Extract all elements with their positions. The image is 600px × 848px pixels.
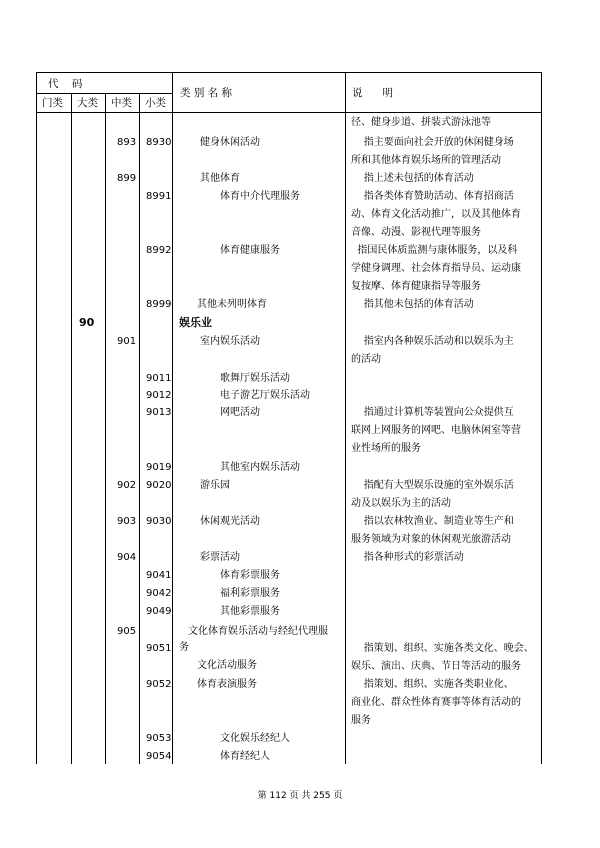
table-row-desc: 径、健身步道、拼装式游泳池等 [351, 117, 491, 128]
table-row-name: 文化活动服务 [197, 660, 257, 671]
col-divider-5 [345, 72, 346, 764]
table-row-name: 网吧活动 [220, 407, 260, 418]
header-bottom-border [36, 112, 541, 113]
table-row-xiao: 9019 [146, 462, 172, 473]
table-row-xiao: 9013 [146, 407, 172, 418]
table-row-xiao: 9011 [146, 373, 172, 384]
table-row-xiao: 9012 [146, 390, 172, 401]
table-row-name: 休闲观光活动 [200, 516, 260, 527]
table-row-name: 其他未列明体育 [197, 299, 267, 310]
table-row-name: 体育经纪人 [220, 751, 270, 762]
table-row-name: 务 [179, 642, 189, 653]
table-row-xiao: 8992 [146, 245, 172, 256]
table-row-name: 歌舞厅娱乐活动 [220, 373, 290, 384]
table-row-desc: 指配有大型娱乐设施的室外娱乐活 [351, 480, 514, 491]
table-row-desc: 指策划、组织、实施各类职业化、 [351, 679, 514, 690]
header-code: 代 码 [48, 78, 83, 90]
table-row-name: 彩票活动 [200, 552, 240, 563]
table-row-desc: 服务 [351, 715, 371, 726]
table-row-desc: 指通过计算机等装置向公众提供互 [351, 407, 514, 418]
table-top-border [36, 72, 541, 73]
col-divider-4 [172, 72, 173, 764]
header-xiao: 小类 [145, 97, 166, 109]
table-row-zhong: 902 [117, 480, 137, 491]
table-row-name: 其他体育 [200, 173, 240, 184]
table-row-xiao: 9051 [146, 643, 172, 654]
table-row-desc: 指国民体质监测与康体服务，以及科 [351, 245, 518, 256]
col-divider-3 [139, 93, 140, 764]
col-divider-2 [105, 93, 106, 764]
table-row-name: 体育中介代理服务 [220, 191, 300, 202]
header-name: 类 别 名 称 [180, 87, 233, 99]
table-row-desc: 娱乐、演出、庆典、节日等活动的服务 [351, 661, 521, 672]
table-row-zhong: 901 [117, 336, 137, 347]
table-row-xiao: 9042 [146, 588, 172, 599]
table-row-name: 其他彩票服务 [220, 606, 280, 617]
header-code-divider [36, 93, 172, 94]
table-row-name: 体育表演服务 [197, 679, 257, 690]
table-row-desc: 指以农林牧渔业、制造业等生产和 [351, 516, 514, 527]
table-row-name: 体育彩票服务 [220, 570, 280, 581]
table-row-desc: 所和其他体育娱乐场所的管理活动 [351, 155, 501, 166]
table-row-desc: 指其他未包括的体育活动 [351, 299, 474, 310]
table-row-name: 体育健康服务 [220, 245, 280, 256]
table-row-name: 福利彩票服务 [220, 588, 280, 599]
table-row-desc: 音像、动漫、影视代理等服务 [351, 227, 481, 238]
table-row-desc: 指上述未包括的体育活动 [351, 173, 474, 184]
table-row-desc: 动及以娱乐为主的活动 [351, 498, 451, 509]
table-row-name: 电子游艺厅娱乐活动 [220, 390, 310, 401]
table-row-xiao: 9020 [146, 480, 172, 491]
table-row-name: 娱乐业 [179, 316, 212, 329]
col-right-border [541, 72, 542, 764]
table-row-name: 游乐园 [200, 480, 230, 491]
table-row-da: 90 [79, 316, 95, 329]
table-row-xiao: 9053 [146, 733, 172, 744]
table-row-xiao: 9049 [146, 606, 172, 617]
header-men: 门类 [42, 97, 63, 109]
table-row-desc: 服务领域为对象的休闲观光旅游活动 [351, 534, 511, 545]
table-row-xiao: 8999 [146, 299, 172, 310]
col-left-border [36, 72, 37, 764]
table-row-xiao: 9054 [146, 751, 172, 762]
table-row-desc: 联网上网服务的网吧、电脑休闲室等营 [351, 425, 521, 436]
col-divider-1 [71, 93, 72, 764]
table-row-zhong: 899 [117, 173, 137, 184]
table-row-desc: 指室内各种娱乐活动和以娱乐为主 [351, 336, 514, 347]
table-row-desc: 的活动 [351, 354, 381, 365]
table-row-zhong: 903 [117, 516, 137, 527]
table-row-name: 其他室内娱乐活动 [220, 462, 300, 473]
header-zhong: 中类 [111, 97, 132, 109]
table-row-desc: 指各种形式的彩票活动 [351, 552, 464, 563]
table-row-xiao: 9052 [146, 679, 172, 690]
table-row-name: 文化体育娱乐活动与经纪代理服 [188, 626, 328, 637]
table-row-zhong: 904 [117, 552, 137, 563]
table-row-desc: 指各类体育赞助活动、体育招商活 [351, 191, 514, 202]
table-row-desc: 指主要面向社会开放的休闲健身场 [351, 137, 514, 148]
table-row-desc: 学健身调理、社会体育指导员、运动康 [351, 263, 521, 274]
page-footer: 第 112 页 共 255 页 [257, 791, 343, 801]
table-row-name: 健身休闲活动 [200, 137, 260, 148]
table-row-xiao: 9030 [146, 516, 172, 527]
table-row-desc: 业性场所的服务 [351, 443, 421, 454]
header-da: 大类 [77, 97, 98, 109]
table-row-desc: 动、体育文化活动推广，以及其他体育 [351, 209, 521, 220]
table-row-desc: 指策划、组织、实施各类文化、晚会、 [351, 643, 534, 654]
table-row-xiao: 8930 [146, 137, 172, 148]
table-row-name: 室内娱乐活动 [200, 336, 260, 347]
table-row-xiao: 8991 [146, 191, 172, 202]
table-row-name: 文化娱乐经纪人 [220, 733, 290, 744]
table-row-zhong: 905 [117, 626, 137, 637]
table-row-desc: 商业化、群众性体育赛事等体育活动的 [351, 697, 521, 708]
table-row-xiao: 9041 [146, 570, 172, 581]
header-desc: 说 明 [352, 87, 394, 99]
table-row-zhong: 893 [117, 137, 137, 148]
table-row-desc: 复按摩、体育健康指导等服务 [351, 281, 481, 292]
